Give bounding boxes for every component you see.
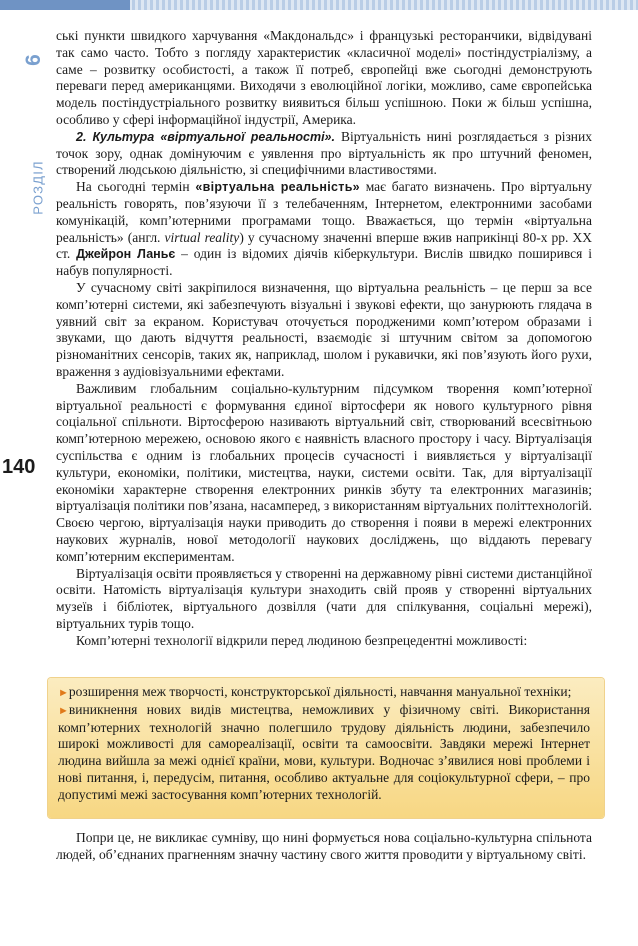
term-after1: має багато визначень. Про віртуальну реальність говорять, пов’язуючи її з телебаченням, Інтернетом, електронними засобами комунікацій, комп’ютерними програмами тощо. Вважається, що термін «віртуальна реальність» (англ. bbox=[56, 179, 592, 245]
term-after3: – один із відомих діячів кіберкультури. Вислів швидко поширився і набув популярності. bbox=[56, 246, 592, 279]
chapter-number: 6 bbox=[21, 54, 45, 66]
top-accent-block bbox=[0, 0, 130, 10]
term-before: На сьогодні термін bbox=[76, 179, 196, 195]
paragraph-closing: Попри це, не викликає сумніву, що нині формується нова соціально-культурна спільнота людей, об’єднаних прагненням значну частину свого життя проводити у віртуальному світі. bbox=[56, 830, 592, 862]
page-number: 140 bbox=[2, 456, 36, 478]
arrow-bullet-icon: ► bbox=[58, 687, 69, 699]
term-after2: ) у сучасному значенні вперше вжив наприкінці 80-х рр. ХХ ст. bbox=[56, 229, 592, 262]
box-item-text: розширення меж творчості, конструкторської діяльності, навчання мануальної техніки; bbox=[68, 684, 572, 699]
chapter-label bbox=[21, 54, 50, 250]
section-heading: 2. Культура «віртуальної реальності». bbox=[76, 129, 335, 144]
paragraph-intro: ські пункти швидкого харчування «Макдональдс» і французькі ресторанчики, відвідувані так само часто. Тобто з погляду характеристик «класичної моделі» постіндустріалізму, а саме – розвитку особистості, а також її потреб, європейці вже сьогодні демонструють переваги перед американцями. Виходячи з еволюційної логіки, можливо, саме європейська модель постіндустріального розвитку виявиться більш успішною. Поки ж більш успішна, особливо у сфері інформаційної індустрії, Америка. bbox=[56, 28, 592, 127]
paragraph-possibilities: Комп’ютерні технології відкрили перед людиною безпрецедентні можливості: bbox=[76, 632, 528, 648]
highlight-box-content bbox=[58, 684, 590, 804]
box-item bbox=[58, 702, 590, 804]
section-paragraph bbox=[56, 129, 592, 179]
paragraph-definition: У сучасному світі закріпилося визначення, що віртуальна реальність – це перш за все комп’ютерні системи, які забезпечують візуальні і звукові ефекти, що занурюють глядача в уявний світ за екраном. Користувач оточується породженими комп’ютером образами і звуками, що дають відчуття реальності, взаємодіє зі штучним світом за допомогою різноманітних сенсорів, таких як, наприклад, шолом і рукавички, які пов’язують його рухи, враження з аудіовізуальними ефектами. bbox=[56, 279, 592, 379]
term-virtual-reality: «віртуальна реальність» bbox=[195, 180, 360, 195]
paragraph-virtosphere: Важливим глобальним соціально-культурним підсумком творення комп’ютерної віртуальної реальності є формування єдиної віртосфери як нового культурного рівня соціальної спільноти. Віртосферою називають віртуальний світ, створюваний всесвітньою комп’ютерною мережею, основою якого є наявність власного простору і часу. Віртуалізація суспільства є одним із глобальних процесів сучасності і виявляється у віртуалізації культури, економіки, політики, мистецтва, науки, системи освіти. Так, для віртуалізації економіки характерне створення електронних ринків збуту та електронних магазинів; віртуалізація політики пов’язана, насамперед, з використанням віртуальних політтехнологій. Своєю чергою, віртуалізація науки приводить до створення і появи в мережі електронних наукових журналів, нової методології наукових досліджень, що віддають перевагу комп’ютерним експериментам. bbox=[56, 380, 592, 564]
paragraph-term bbox=[56, 179, 592, 280]
highlight-box bbox=[48, 678, 604, 818]
arrow-bullet-icon: ► bbox=[58, 704, 69, 717]
person-name: Джейрон Ланьє bbox=[76, 247, 176, 262]
paragraph-education: Віртуалізація освіти проявляється у створенні на державному рівні системи дистанційної освіти. Натомість віртуалізація культури знаходить свій прояв у створенні віртуальних музеїв і бібліотек, віртуального дозвілля (чати для спілкування, соціальні мережі), віртуальних турів тощо. bbox=[56, 565, 592, 631]
main-text bbox=[56, 28, 592, 649]
english-term: virtual reality bbox=[164, 229, 240, 245]
box-item-text: виникнення нових видів мистецтва, неможливих у фізичному світі. Використання комп’ютерних технологій значно полегшило трудову діяльність людини, забезпечило широкі можливості для самореалізації, освіти та самоосвіти. Завдяки мережі Інтернет людина вийшла за межі однієї країни, мови, культури. Водночас з’явилися нові проблеми і нові питання, і, передусім, питання, особливо актуальне для соціокультурної сфери, – про допустимі межі застосування комп’ютерних технологій. bbox=[58, 701, 590, 802]
box-item bbox=[58, 684, 590, 702]
chapter-word: РОЗДІЛ bbox=[30, 160, 46, 215]
closing-text bbox=[56, 830, 592, 864]
section-heading-rest: Віртуальність нині розглядається з різних точок зору, однак домінуючим є уявлення про віртуальність як про штучний феномен, створений людською діяльністю, зі специфічними властивостями. bbox=[56, 128, 592, 178]
